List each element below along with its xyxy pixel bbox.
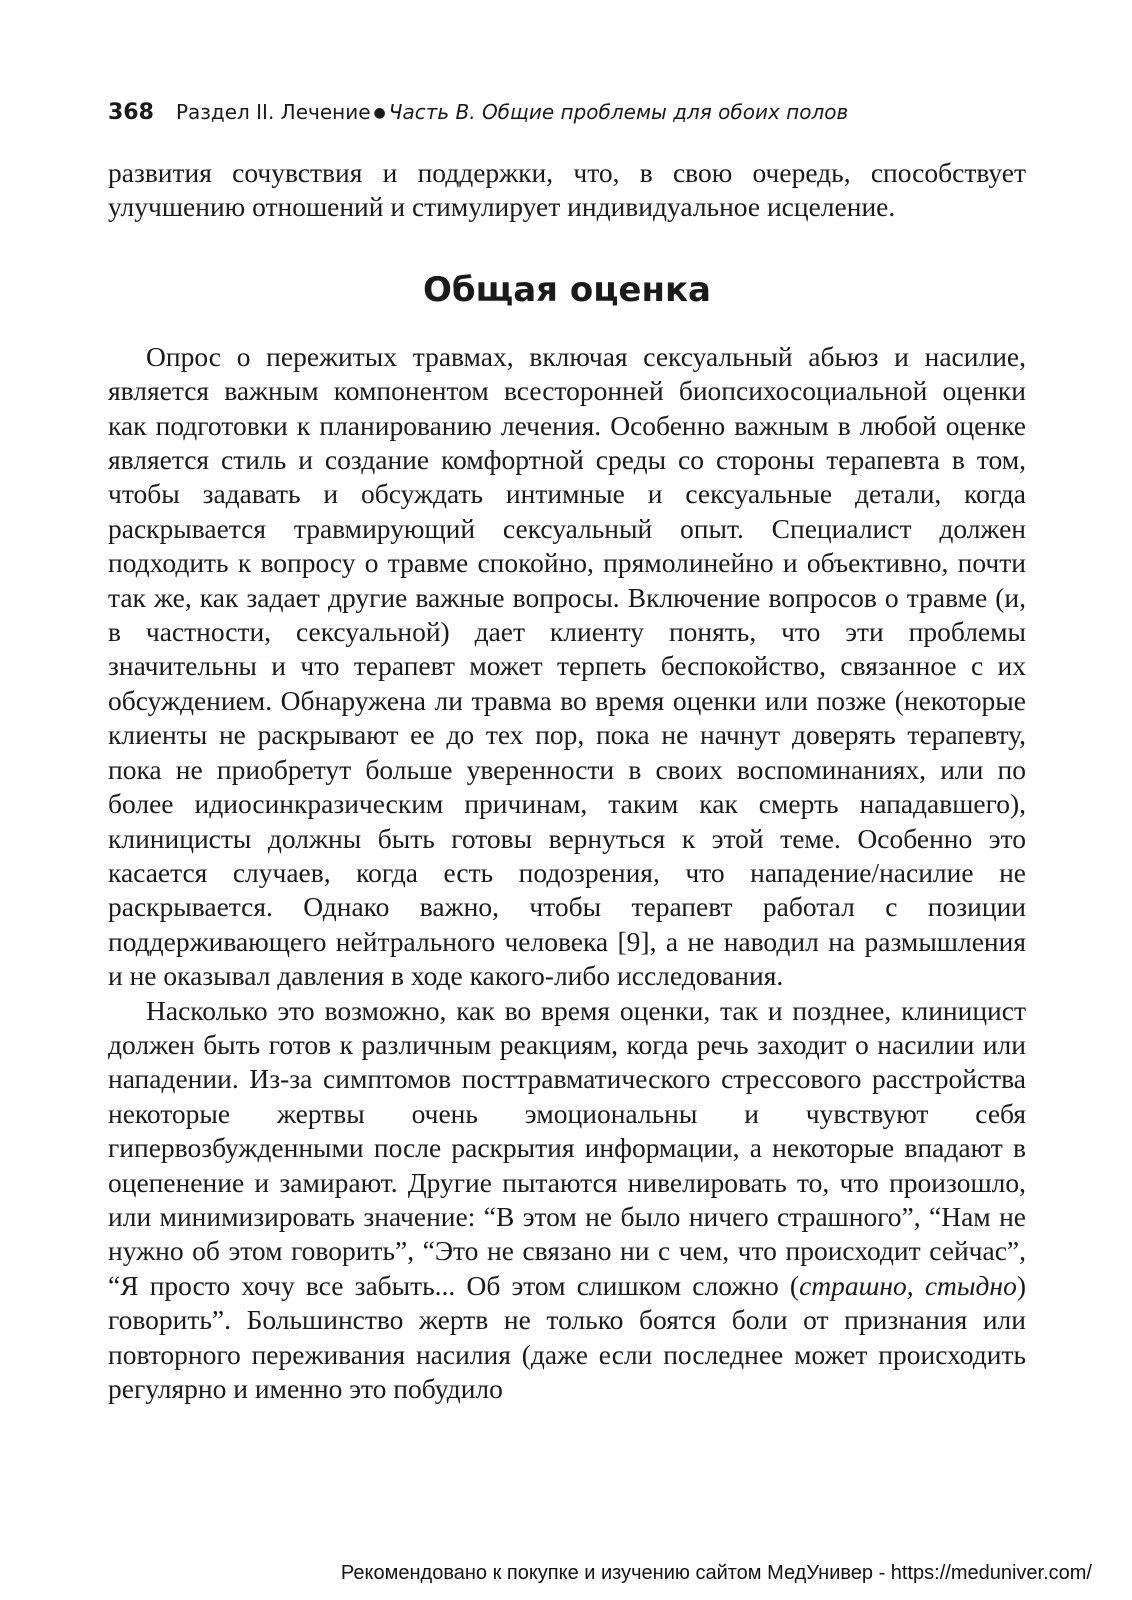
continued-paragraph: развития сочувствия и поддержки, что, в свою очередь, способствует улучшению отношений и стимулирует индивидуальное исцеление. <box>108 157 1026 223</box>
part-title: Часть B. Общие проблемы для обоих полов <box>388 100 849 124</box>
paragraph-assessment-2 <box>108 994 1026 1407</box>
paragraph-2-text-end: ) говорить”. Большинство жертв не только боятся боли от признания или повторного переживания насилия (даже если последнее может происходить регулярно и именно это побудило <box>108 1269 1026 1404</box>
paragraph-2-text-start: Насколько это возможно, как во время оценки, так и позднее, клиницист должен быть готов к различным реакциям, когда речь заходит о насилии или нападении. Из-за симптомов посттравматического стрессового расстройства некоторые жертвы очень эмоциональны и чувствуют себя гипервозбужденными после раскрытия информации, а некоторые впадают в оцепенение и замирают. Другие пытаются нивелировать то, что произошло, или минимизировать значение: “В этом не было ничего страшного”, “Нам не нужно об этом говорить”, “Это не связано ни с чем, что происходит сейчас”, “Я просто хочу все забыть... Об этом слишком сложно ( <box>108 994 1026 1301</box>
running-header <box>108 98 1026 126</box>
section-title: Раздел II. Лечение <box>175 100 371 124</box>
page-number: 368 <box>108 100 154 125</box>
book-page <box>108 98 1026 1406</box>
bullet-separator-icon: ● <box>373 105 386 121</box>
paragraph-assessment-1: Опрос о пережитых травмах, включая сексуальный абьюз и насилие, является важным компонентом всесторонней биопсихосоциальной оценки как подготовки к планированию лечения. Особенно важным в любой оценке является стиль и создание комфортной среды со стороны терапевта в том, чтобы задавать и обсуждать интимные и сексуальные детали, когда раскрывается травмирующий сексуальный опыт. Специалист должен подходить к вопросу о травме спокойно, прямолинейно и объективно, почти так же, как задает другие важные вопросы. Включение вопросов о травме (и, в частности, сексуальной) дает клиенту понять, что эти проблемы значительны и что терапевт может терпеть беспокойство, связанное с их обсуждением. Обнаружена ли травма во время оценки или позже (некоторые клиенты не раскрывают ее до тех пор, пока не начнут доверять терапевту, пока не приобретут больше уверенности в своих воспоминаниях, или по более идиосинкразическим причинам, таким как смерть нападавшего), клиницисты должны быть готовы вернуться к этой теме. Особенно это касается случаев, когда есть подозрения, что нападение/насилие не раскрывается. Однако важно, чтобы терапевт работал с позиции поддерживающего нейтрального человека [9], а не наводил на размышления и не оказывал давления в ходе какого-либо исследования. <box>108 340 1026 992</box>
paragraph-2-italic-text: страшно, стыдно <box>799 1269 1017 1301</box>
section-heading: Общая оценка <box>423 269 711 310</box>
site-watermark: Рекомендовано к покупке и изучению сайтом МедУнивер - https://meduniver.com/ <box>340 1562 1092 1584</box>
